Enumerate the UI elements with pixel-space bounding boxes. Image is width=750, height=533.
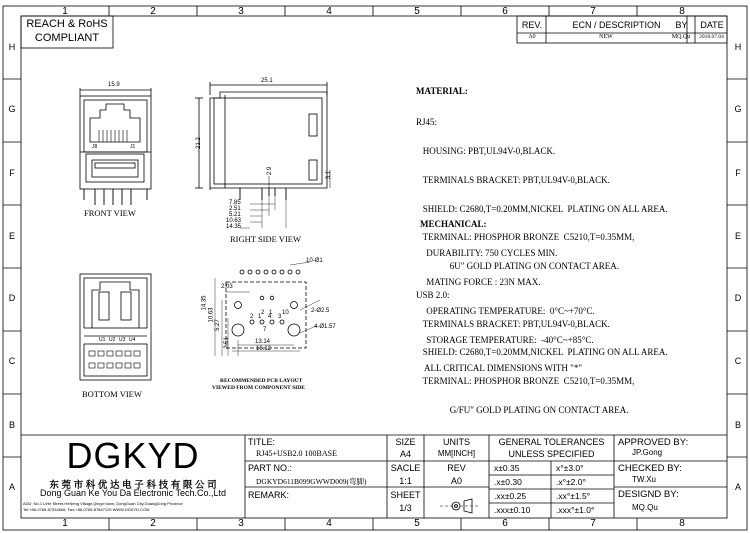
dim-7: 7 (263, 327, 267, 333)
scale-value: 1:1 (399, 476, 412, 486)
col-1: 1 (62, 6, 68, 17)
dim-14-35: 14.35 (226, 224, 242, 230)
mechanical-title: MECHANICAL: (420, 219, 487, 229)
dim-2-5: 2-Ø2.5 (311, 308, 330, 314)
dim-2-9: 2.9 (267, 166, 274, 176)
tolerance-title-1: GENERAL TOLERANCES (498, 437, 605, 447)
dim-usb-4: 4 (268, 314, 272, 320)
tolerance-angular: x°±3.0° (556, 463, 584, 473)
row-f: F (9, 168, 15, 178)
dim-usb-1: 1 (258, 314, 262, 320)
rev-value: A0 (450, 476, 462, 486)
row-f-right: F (735, 168, 741, 178)
mechanical-line: OPERATING TEMPERATURE: 0°C~+70°C. (424, 305, 595, 316)
tolerance-linear: .xxx±0.10 (494, 505, 531, 515)
front-view-caption: FRONT VIEW (84, 208, 136, 218)
rev-header-ecn: ECN / DESCRIPTION (572, 20, 661, 30)
tolerance-angular: .xx°±1.5° (556, 491, 591, 501)
mechanical-line: MATING FORCE : 23N MAX. (424, 276, 541, 287)
material-line: RJ45: (416, 117, 438, 128)
material-line: TERMINAL: PHOSPHOR BRONZE C5210,T=0.35MM, (416, 376, 635, 387)
dim-pin-2: 2 (261, 310, 265, 316)
rev-label: REV (447, 463, 466, 473)
dim-usb-2: 2 (250, 314, 254, 320)
scale-label: SACLE (390, 463, 421, 473)
dim-13-14: 13.14 (255, 339, 271, 345)
dim-16-12: 16.12 (256, 346, 272, 352)
pcb-caption-line2: VIEWED FROM COMPONENT SIDE (212, 385, 305, 391)
rev-header-rev: REV. (521, 20, 543, 30)
col-5-bottom: 5 (414, 518, 420, 529)
dim-5-27: 5.27 (214, 319, 221, 331)
company-address: ADD: No.1 LiHe Street,HeNeng Village,Qingxi town, DongGuan City,GuangDong Province (23, 501, 183, 506)
rev-row-date: 2018.07.04 (699, 34, 724, 40)
dim-j1: J1 (130, 144, 136, 150)
col-2-bottom: 2 (150, 518, 156, 529)
dim-hole-91: 10-Ø1 (306, 258, 323, 264)
rev-header-date: DATE (700, 20, 724, 30)
col-5: 5 (414, 6, 420, 17)
dim-pin-10: 10 (282, 310, 289, 316)
compliance-line2: COMPLIANT (34, 32, 100, 44)
bottom-view-caption: BOTTOM VIEW (82, 389, 142, 399)
dim-2-51: 2.51 (229, 206, 241, 212)
bottom-view-drawing (80, 274, 151, 380)
dim-u4: U4 (129, 337, 136, 343)
col-8: 8 (679, 6, 685, 17)
dim-u2: U2 (109, 337, 116, 343)
pcb-caption-line1: RECOMMENDED PCB LAYOUT (220, 378, 303, 384)
size-value: A4 (399, 449, 411, 459)
dim-1-57: 4-Ø1.57 (314, 324, 336, 330)
tolerance-linear: .xx±0.25 (494, 491, 527, 501)
material-line: TERMINALS BRACKET: PBT,UL94V-0,BLACK. (416, 318, 610, 329)
col-8-bottom: 8 (679, 518, 685, 529)
part-value: DGKYD611B099GWWD009(弯脚) (256, 477, 367, 486)
dim-side-height: 21.2 (195, 137, 202, 149)
dim-3-1: 3.1 (326, 170, 333, 180)
rev-row-rev: A0 (528, 34, 536, 40)
design-value: MQ.Qu (632, 503, 658, 512)
tolerance-linear: x±0.35 (494, 463, 520, 473)
sheet-label: SHEET (390, 490, 421, 500)
material-line: G/FU" GOLD PLATING ON CONTACT AREA. (416, 405, 629, 415)
size-label: SIZE (395, 437, 416, 447)
units-value: MM[INCH] (437, 449, 476, 458)
row-a: A (8, 482, 15, 492)
dim-10-63b: 10.63 (208, 307, 215, 323)
material-title: MATERIAL: (416, 86, 468, 96)
approved-label: APPROVED BY: (618, 437, 689, 448)
material-line: 6U" GOLD PLATING ON CONTACT AREA. (416, 261, 620, 272)
dim-pin-1: 1 (269, 310, 273, 316)
projection-symbol (440, 499, 478, 513)
dim-5-21: 5.21 (229, 212, 241, 218)
mechanical-block (424, 230, 595, 384)
company-name-cn: 东 莞 市 科 优 达 电 子 科 技 有 限 公 司 (49, 480, 217, 491)
company-logo: DGKYD (66, 435, 200, 476)
row-b-right: B (734, 420, 741, 430)
dim-usb-3: 3 (278, 314, 282, 320)
tolerance-angular: .x°±2.0° (556, 477, 586, 487)
mechanical-line: DURABILITY: 750 CYCLES MIN. (424, 248, 558, 259)
rev-header-by: BY (675, 20, 688, 30)
sheet-value: 1/3 (399, 503, 412, 513)
row-d-right: D (734, 293, 742, 303)
row-d: D (8, 293, 16, 303)
row-c-right: C (734, 356, 742, 366)
units-label: UNITS (443, 437, 470, 447)
right-side-view-caption: RIGHT SIDE VIEW (230, 234, 301, 244)
col-4-bottom: 4 (326, 518, 332, 529)
company-name-en: Dong Guan Ke You Da Electronic Tech.Co.,Ltd (40, 488, 226, 498)
dim-u1: U1 (99, 337, 106, 343)
compliance-label (22, 17, 112, 45)
col-7-bottom: 7 (590, 518, 596, 529)
row-b: B (8, 420, 15, 430)
dim-2-03: 2.03 (221, 284, 233, 290)
dim-10-63: 10.63 (226, 218, 242, 224)
dim-j8: J8 (92, 144, 98, 150)
rev-row-by: MQ.Qu (671, 34, 691, 40)
right-side-view-drawing (195, 82, 333, 228)
title-value: RJ45+USB2.0 100BASE (256, 449, 337, 458)
dim-14-35b: 14.35 (201, 295, 208, 311)
front-view-drawing (80, 88, 151, 205)
material-line: SHIELD: C2680,T=0.20MM,NICKEL PLATING ON ALL AREA. (416, 347, 668, 358)
dim-2-51b: 2.51 (223, 337, 230, 349)
material-line: USB 2.0: (416, 289, 450, 300)
approved-value: JP.Gong (632, 448, 663, 457)
remark-label: REMARK: (248, 490, 290, 500)
checked-label: CHECKED BY: (618, 463, 682, 474)
tolerance-angular: .xxx°±1.0° (556, 505, 595, 515)
row-g-right: G (734, 104, 742, 114)
design-label: DESIGND BY: (618, 489, 679, 500)
col-6-bottom: 6 (502, 518, 508, 529)
mechanical-line: STORAGE TEMPERATURE: -40°C~+85°C. (424, 334, 594, 345)
dim-side-length: 25.1 (261, 78, 273, 84)
material-line: TERMINALS BRACKET: PBT,UL94V-0,BLACK. (416, 174, 610, 185)
row-c: C (8, 356, 16, 366)
col-3: 3 (238, 6, 244, 17)
col-3-bottom: 3 (238, 518, 244, 529)
title-label: TITLE: (248, 437, 276, 447)
checked-value: TW.Xu (632, 475, 657, 484)
row-e: E (8, 231, 15, 241)
company-contact: Tel:+86-0769-87334606; Fax:+86-0769-87847129 WWW.DGKYD.COM (23, 507, 150, 512)
tolerance-linear: .x±0.30 (494, 477, 522, 487)
dim-u3: U3 (119, 337, 126, 343)
col-4: 4 (326, 6, 332, 17)
col-7: 7 (590, 6, 596, 17)
material-line: TERMINAL: PHOSPHOR BRONZE C5210,T=0.35MM, (416, 232, 635, 243)
row-e-right: E (734, 231, 741, 241)
tolerance-title-2: UNLESS SPECIFIED (508, 449, 595, 459)
col-1-bottom: 1 (62, 518, 68, 529)
row-h: H (8, 42, 16, 52)
dim-7-85: 7.85 (229, 200, 241, 206)
col-6: 6 (502, 6, 508, 17)
compliance-line1: REACH & RoHS (26, 18, 108, 30)
dim-front-width: 15.9 (108, 82, 120, 88)
col-2: 2 (150, 6, 156, 17)
part-label: PART NO.: (248, 463, 293, 473)
row-a-right: A (734, 482, 741, 492)
material-line: HOUSING: PBT,UL94V-0,BLACK. (416, 145, 556, 156)
row-g: G (8, 104, 16, 114)
rev-row-ecn: NEW (599, 34, 613, 40)
mechanical-line: ALL CRITICAL DIMENSIONS WITH "*" (424, 363, 583, 374)
row-h-right: H (734, 42, 742, 52)
material-line: SHIELD: C2680,T=0.20MM,NICKEL PLATING ON ALL AREA. (416, 203, 668, 214)
